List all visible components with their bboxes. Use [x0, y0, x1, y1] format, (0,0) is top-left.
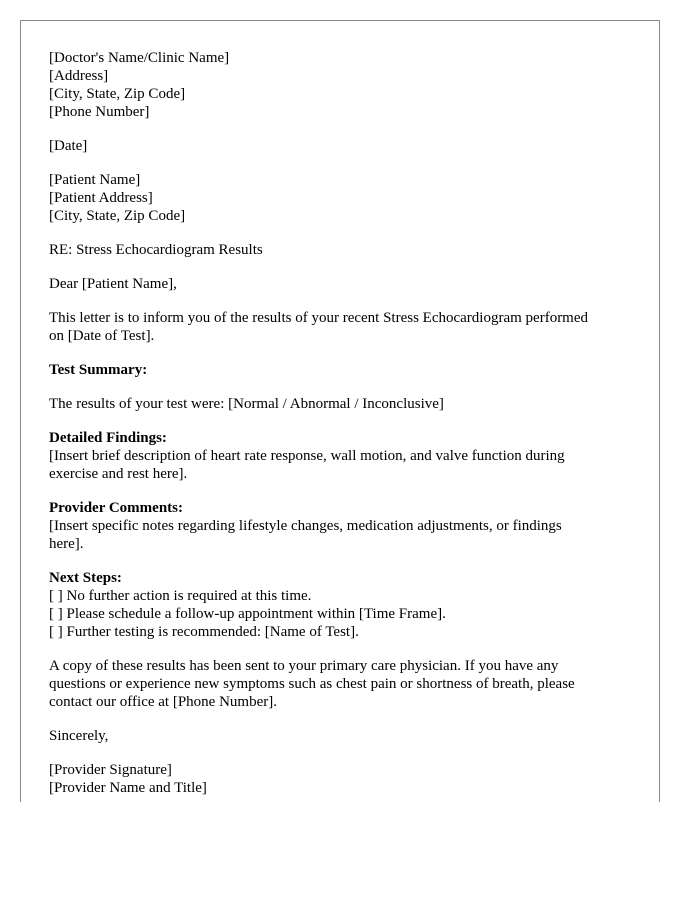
next-steps-heading: Next Steps: — [49, 570, 122, 586]
letter-date: [Date] — [49, 138, 88, 154]
intro-line: This letter is to inform you of the results of your recent Stress Echocardiogram performed — [49, 310, 589, 326]
sender-phone: [Phone Number] — [49, 104, 150, 120]
recipient-name: [Patient Name] — [49, 172, 141, 188]
detailed-findings-line: [Insert brief description of heart rate response, wall motion, and valve function during — [49, 448, 565, 464]
closing-line: questions or experience new symptoms such as chest pain or shortness of breath, please — [49, 676, 575, 692]
test-summary-heading: Test Summary: — [49, 362, 148, 378]
sender-city-state-zip: [City, State, Zip Code] — [49, 86, 186, 102]
provider-comments-section — [49, 499, 639, 553]
test-summary-heading-block — [49, 361, 639, 379]
provider-name-title: [Provider Name and Title] — [49, 780, 207, 796]
test-summary-block — [49, 395, 639, 413]
closing-line: A copy of these results has been sent to your primary care physician. If you have any — [49, 658, 559, 674]
provider-comments-heading: Provider Comments: — [49, 500, 184, 516]
recipient-city-state-zip: [City, State, Zip Code] — [49, 208, 186, 224]
provider-signature: [Provider Signature] — [49, 762, 172, 778]
next-step-item: [ ] Further testing is recommended: [Name of Test]. — [49, 624, 359, 640]
salutation-block — [49, 275, 639, 293]
date-block — [49, 137, 639, 155]
subject-block — [49, 241, 639, 259]
next-steps-section — [49, 569, 639, 641]
sender-name: [Doctor's Name/Clinic Name] — [49, 50, 230, 66]
next-step-item: [ ] No further action is required at this time. — [49, 588, 312, 604]
subject-line: RE: Stress Echocardiogram Results — [49, 242, 263, 258]
intro-line: on [Date of Test]. — [49, 328, 155, 344]
test-summary-text: The results of your test were: [Normal / Abnormal / Inconclusive] — [49, 396, 444, 412]
sign-off-block — [49, 727, 639, 745]
intro-paragraph — [49, 309, 639, 345]
signature-block — [49, 761, 639, 797]
sign-off: Sincerely, — [49, 728, 109, 744]
next-step-item: [ ] Please schedule a follow-up appointment within [Time Frame]. — [49, 606, 446, 622]
recipient-block — [49, 171, 639, 225]
salutation: Dear [Patient Name], — [49, 276, 177, 292]
closing-line: contact our office at [Phone Number]. — [49, 694, 277, 710]
detailed-findings-section — [49, 429, 639, 483]
closing-paragraph — [49, 657, 639, 711]
provider-comments-line: here]. — [49, 536, 84, 552]
detailed-findings-line: exercise and rest here]. — [49, 466, 188, 482]
letter-body — [49, 49, 639, 813]
detailed-findings-heading: Detailed Findings: — [49, 430, 167, 446]
letter-page — [20, 20, 660, 802]
provider-comments-line: [Insert specific notes regarding lifestyle changes, medication adjustments, or findings — [49, 518, 562, 534]
sender-address: [Address] — [49, 68, 109, 84]
sender-block — [49, 49, 639, 121]
recipient-address: [Patient Address] — [49, 190, 153, 206]
